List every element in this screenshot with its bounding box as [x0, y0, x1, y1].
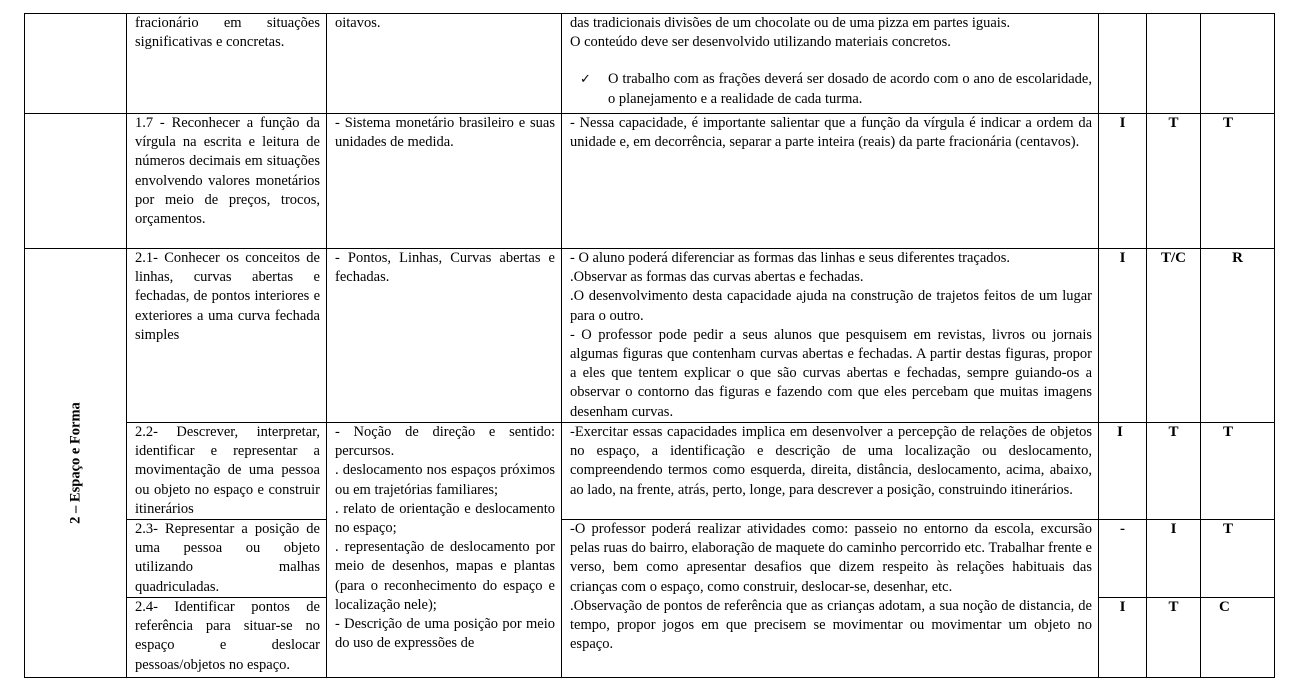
guidance-cell — [562, 249, 1099, 423]
content-cell: - Pontos, Linhas, Curvas abertas e fechadas. — [327, 249, 562, 423]
group-cell-prev — [25, 114, 127, 249]
guidance-cell-shared — [562, 520, 1099, 678]
mark-cell — [1147, 14, 1201, 114]
guidance-line: das tradicionais divisões de um chocolate ou de uma pizza em partes iguais. — [570, 15, 1011, 31]
content-line: - Noção de direção e sentido: percursos. — [335, 424, 555, 460]
capacity-cell: 2.3- Representar a posição de uma pessoa ou objeto utilizando malhas quadriculadas. — [127, 520, 327, 598]
mark-cell: T — [1201, 520, 1275, 598]
mark-cell: T — [1147, 114, 1201, 249]
mark-cell: I — [1099, 249, 1147, 423]
guidance-line: - O aluno poderá diferenciar as formas das linhas e seus diferentes traçados. — [570, 250, 1011, 266]
table-row — [25, 249, 1275, 423]
checklist-note — [570, 70, 1092, 108]
group-label-cell — [25, 249, 127, 678]
mark-cell: T — [1201, 423, 1275, 520]
mark-cell: T — [1147, 423, 1201, 520]
guidance-cell: - Nessa capacidade, é importante salientar que a função da vírgula é indicar a ordem da unidade e, em decorrência, separar a parte inteira (reais) da parte fracionária (centavos). — [562, 114, 1099, 249]
mark-cell: T — [1201, 114, 1275, 249]
table-row — [25, 520, 1275, 598]
content-cell-shared — [327, 423, 562, 678]
checkmark-icon: ✓ — [580, 72, 591, 88]
mark-cell — [1099, 14, 1147, 114]
mark-cell: R — [1201, 249, 1275, 423]
guidance-line: -O professor poderá realizar atividades como: passeio no entorno da escola, excursão pelas ruas do bairro, elaboração de maquete do caminho percorrido etc. Trabalhar frente e verso, bem como apresentar desafios que dizem respeito às relações habituais das crianças com o espaço, como construir, deslocar-se, desenhar, etc. — [570, 521, 1092, 595]
table-row — [25, 114, 1275, 249]
mark-cell: T/C — [1147, 249, 1201, 423]
table-row — [25, 14, 1275, 114]
checklist-note-text: O trabalho com as frações deverá ser dosado de acordo com o ano de escolaridade, o planejamento e a realidade de cada turma. — [608, 71, 1092, 107]
content-line: . deslocamento nos espaços próximos ou em trajetórias familiares; — [335, 462, 555, 498]
capacity-cell: 2.4- Identificar pontos de referência para situar-se no espaço e deslocar pessoas/objetos no espaço. — [127, 598, 327, 678]
content-line: . relato de orientação e deslocamento no espaço; — [335, 500, 555, 537]
content-line: - Descrição de uma posição por meio do uso de expressões de — [335, 616, 555, 652]
guidance-cell — [562, 14, 1099, 114]
guidance-line: .Observação de pontos de referência que as crianças adotam, a sua noção de distancia, de tempo, propor jogos em que precisem se movimentar ou movimentar um objeto no espaço. — [570, 597, 1092, 653]
group-cell-prev — [25, 14, 127, 114]
mark-cell: T — [1147, 598, 1201, 678]
mark-cell — [1201, 14, 1275, 114]
content-line: . representação de deslocamento por meio de desenhos, mapas e plantas (para o reconhecimento do espaço e localização nele); — [335, 539, 555, 613]
mark-cell: I — [1147, 520, 1201, 598]
guidance-line: .O desenvolvimento desta capacidade ajuda na construção de trajetos feitos de um lugar para o outro. — [570, 288, 1092, 324]
mark-cell: I — [1099, 114, 1147, 249]
group-label: 2 – Espaço e Forma — [66, 402, 83, 524]
mark-cell: - — [1099, 520, 1147, 598]
capacity-cell: 2.1- Conhecer os conceitos de linhas, curvas abertas e fechadas, de pontos interiores e exteriores a uma curva fechada simples — [127, 249, 327, 423]
capacity-cell: fracionário em situações significativas e concretas. — [127, 14, 327, 114]
curriculum-table-page — [24, 13, 1274, 676]
capacity-cell: 1.7 - Reconhecer a função da vírgula na escrita e leitura de números decimais em situações envolvendo valores monetários por meio de preços, trocos, orçamentos. — [127, 114, 327, 249]
guidance-cell: -Exercitar essas capacidades implica em desenvolver a percepção de relações de objetos no espaço, a identificação e descrição de uma localização ou deslocamento, compreendendo termos como esquerda, direita, distância, deslocamento, acima, abaixo, ao lado, na frente, atrás, perto, longe, para descrever a posição, construindo itinerários. — [562, 423, 1099, 520]
mark-cell: I — [1099, 423, 1147, 520]
mark-cell: I — [1099, 598, 1147, 678]
guidance-line: .Observar as formas das curvas abertas e fechadas. — [570, 269, 864, 286]
mark-cell: C — [1201, 598, 1275, 678]
table-row — [25, 423, 1275, 520]
curriculum-table — [24, 13, 1275, 678]
guidance-line: O conteúdo deve ser desenvolvido utilizando materiais concretos. — [570, 34, 951, 51]
content-cell: - Sistema monetário brasileiro e suas unidades de medida. — [327, 114, 562, 249]
guidance-line: - O professor pode pedir a seus alunos que pesquisem em revistas, livros ou jornais algumas figuras que contenham curvas abertas e fechadas. A partir destas figuras, propor a eles que tentem explicar o que são curvas abertas e fechadas, sempre guiando-os a observar o contorno das figuras e fazendo com que eles percebam que muitas imagens desenham curvas. — [570, 326, 1092, 420]
content-cell: oitavos. — [327, 14, 562, 114]
capacity-cell: 2.2- Descrever, interpretar, identificar e representar a movimentação de uma pessoa ou objeto no espaço e construir itinerários — [127, 423, 327, 520]
